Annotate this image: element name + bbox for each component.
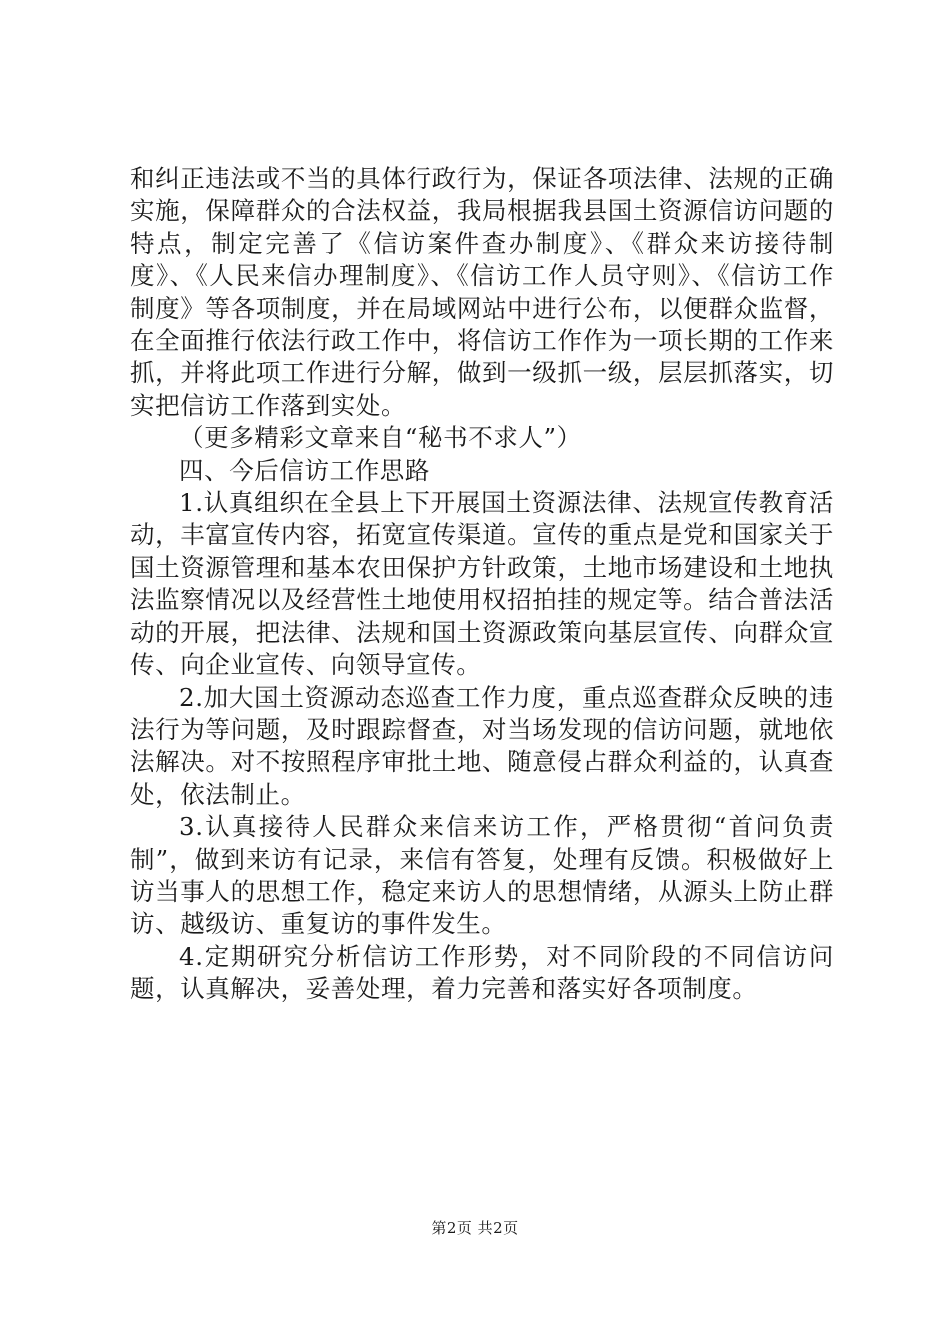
paragraph-item-4: 4.定期研究分析信访工作形势，对不同阶段的不同信访问题，认真解决，妥善处理，着力完善和落实好各项制度。 [130,941,834,1004]
paragraph-continuation: 和纠正违法或不当的具体行政行为，保证各项法律、法规的正确实施，保障群众的合法权益，我局根据我县国土资源信访问题的特点，制定完善了《信访案件查办制度》、《群众来访接待制度》、《人民来信办理制度》、《信访工作人员守则》、《信访工作制度》等各项制度，并在局域网站中进行公布，以便群众监督，在全面推行依法行政工作中，将信访工作作为一项长期的工作来抓，并将此项工作进行分解，做到一级抓一级，层层抓落实，切实把信访工作落到实处。 [130,164,834,420]
paragraph-item-3: 3.认真接待人民群众来信来访工作，严格贯彻“首问负责制”，做到来访有记录，来信有答复，处理有反馈。积极做好上访当事人的思想工作，稳定来访人的思想情绪，从源头上防止群访、越级访、重复访的事件发生。 [130,812,834,939]
document-body [130,163,834,1006]
paragraph-source-note: （更多精彩文章来自“秘书不求人”） [179,423,582,453]
page-footer: 第2页 共2页 [431,1219,519,1237]
section-heading: 四、今后信访工作思路 [179,455,430,485]
paragraph-item-2: 2.加大国土资源动态巡查工作力度，重点巡查群众反映的违法行为等问题，及时跟踪督查，对当场发现的信访问题，就地依法解决。对不按照程序审批土地、随意侵占群众利益的，认真查处，依法制止。 [130,682,834,809]
paragraph-item-1: 1.认真组织在全县上下开展国土资源法律、法规宣传教育活动，丰富宣传内容，拓宽宣传渠道。宣传的重点是党和国家关于国土资源管理和基本农田保护方针政策，土地市场建设和土地执法监察情况以及经营性土地使用权招拍挂的规定等。结合普法活动的开展，把法律、法规和国土资源政策向基层宣传、向群众宣传、向企业宣传、向领导宣传。 [130,488,834,680]
